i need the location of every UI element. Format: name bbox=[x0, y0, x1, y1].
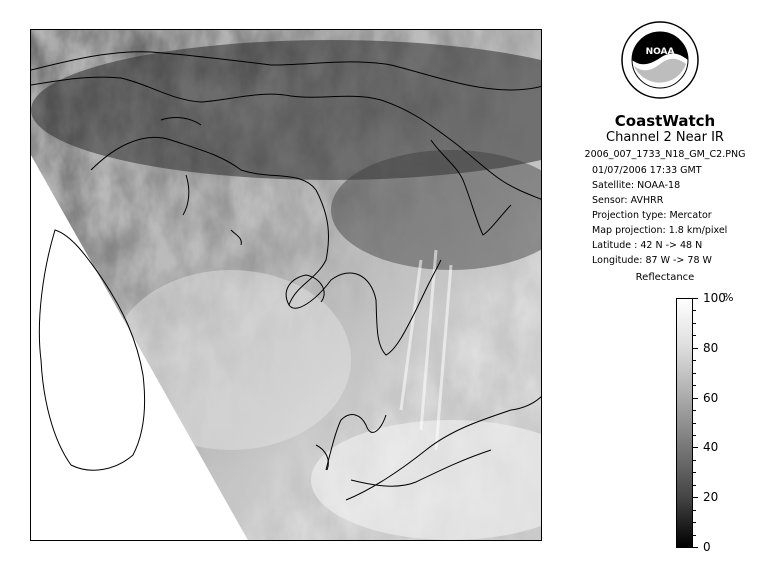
colorbar-minor-tick bbox=[693, 360, 696, 361]
svg-text:NOAA: NOAA bbox=[645, 47, 675, 57]
map-projection: Map projection: 1.8 km/pixel bbox=[592, 225, 728, 236]
colorbar-minor-tick bbox=[693, 472, 696, 473]
colorbar bbox=[676, 298, 693, 548]
brand-title: CoastWatch bbox=[614, 112, 716, 130]
satellite-swath bbox=[31, 30, 542, 541]
noaa-logo bbox=[620, 20, 700, 100]
colorbar-tick-label: 60 bbox=[703, 390, 719, 405]
colorbar-tick-label: 0 bbox=[703, 540, 711, 554]
colorbar-minor-tick bbox=[693, 485, 696, 486]
colorbar-tick-label: 20 bbox=[703, 490, 719, 505]
longitude-range: Longitude: 87 W -> 78 W bbox=[592, 255, 712, 266]
colorbar-minor-tick bbox=[693, 535, 696, 536]
colorbar-minor-tick bbox=[693, 522, 696, 523]
colorbar-minor-tick bbox=[693, 460, 696, 461]
map-svg bbox=[31, 30, 542, 541]
latitude-range: Latitude : 42 N -> 48 N bbox=[592, 240, 703, 251]
sensor-label: Sensor: AVHRR bbox=[592, 195, 664, 206]
colorbar-tick bbox=[693, 348, 698, 349]
colorbar-tick bbox=[693, 497, 698, 498]
colorbar-tick bbox=[693, 398, 698, 399]
colorbar-minor-tick bbox=[693, 335, 696, 336]
colorbar-minor-tick bbox=[693, 310, 696, 311]
colorbar-tick bbox=[693, 547, 698, 548]
colorbar-unit: % bbox=[723, 291, 734, 304]
colorbar-minor-tick bbox=[693, 373, 696, 374]
colorbar-tick-label: 80 bbox=[703, 340, 719, 355]
colorbar-title: Reflectance bbox=[635, 272, 695, 283]
file-name: 2006_007_1733_N18_GM_C2.PNG bbox=[584, 149, 746, 160]
colorbar-tick bbox=[693, 447, 698, 448]
projection-type: Projection type: Mercator bbox=[592, 210, 712, 221]
satellite-label: Satellite: NOAA-18 bbox=[592, 180, 681, 191]
satellite-image-map bbox=[30, 29, 542, 541]
datetime: 01/07/2006 17:33 GMT bbox=[592, 165, 702, 176]
colorbar-minor-tick bbox=[693, 323, 696, 324]
colorbar-tick-label: 100 bbox=[703, 291, 726, 305]
colorbar-tick-label: 40 bbox=[703, 440, 719, 455]
noaa-seal-icon bbox=[620, 20, 700, 100]
colorbar-minor-tick bbox=[693, 385, 696, 386]
channel-name: Channel 2 Near IR bbox=[606, 130, 724, 145]
colorbar-minor-tick bbox=[693, 435, 696, 436]
colorbar-minor-tick bbox=[693, 423, 696, 424]
colorbar-tick bbox=[693, 298, 698, 299]
colorbar-minor-tick bbox=[693, 510, 696, 511]
colorbar-minor-tick bbox=[693, 410, 696, 411]
